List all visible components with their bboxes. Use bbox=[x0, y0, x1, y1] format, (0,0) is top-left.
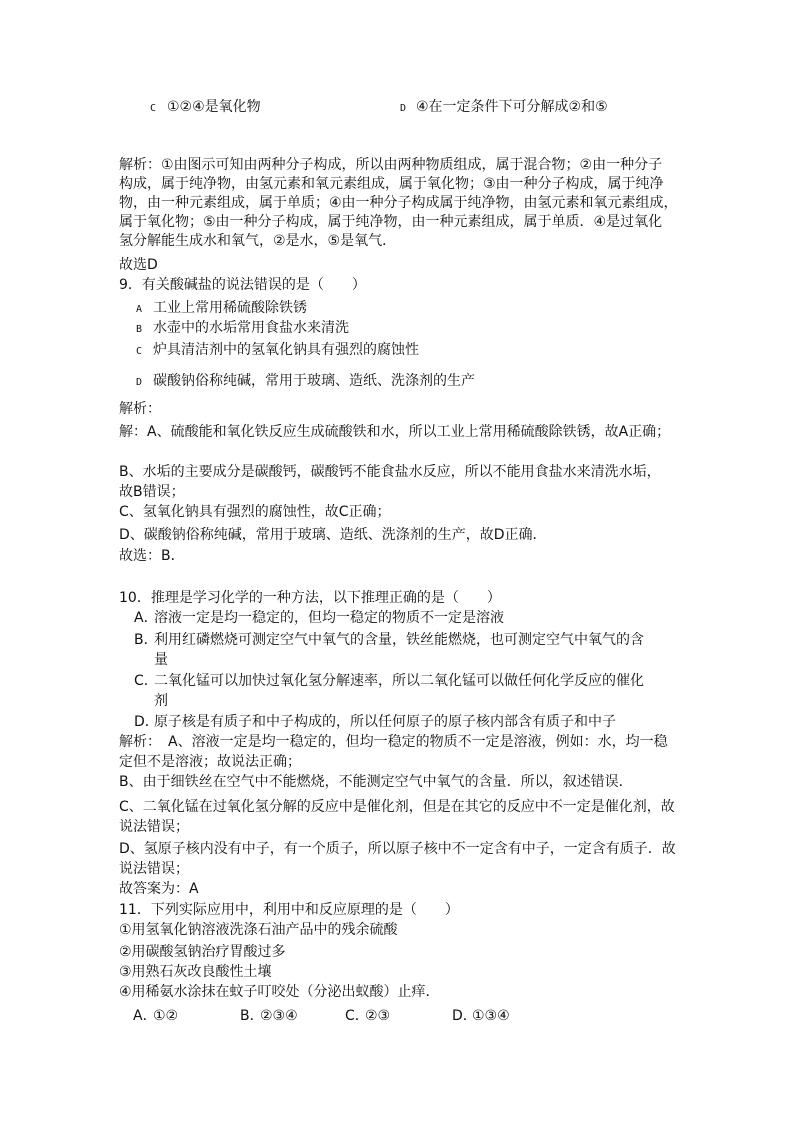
analysis-line: C、氢氧化钠具有强烈的腐蚀性，故C正确； bbox=[119, 504, 391, 520]
analysis-line: B、水垢的主要成分是碳酸钙，碳酸钙不能食盐水反应，所以不能用食盐水来清洗水垢， bbox=[119, 464, 661, 480]
list-item: ①用氢氧化钠溶液洗涤石油产品中的残余硫酸 bbox=[119, 922, 398, 938]
analysis-line: 故B错误； bbox=[119, 484, 185, 500]
option-text: 炉具清洁剂中的氢氧化钠具有强烈的腐蚀性 bbox=[153, 342, 419, 358]
analysis-line: B、由于细铁丝在空气中不能燃烧，不能测定空气中氧气的含量．所以，叙述错误． bbox=[119, 774, 633, 790]
question-10: 10．推理是学习化学的一种方法，以下推理正确的是（ ） bbox=[119, 590, 501, 606]
analysis-line: 解：A、硫酸能和氧化铁反应生成硫酸铁和水，所以工业上常用稀硫酸除铁锈，故A正确； bbox=[119, 424, 671, 440]
option-label-d: D bbox=[400, 103, 407, 114]
option-label: B． bbox=[240, 1008, 264, 1024]
analysis-line: D、碳酸钠俗称纯碱，常用于玻璃、造纸、洗涤剂的生产，故D正确． bbox=[119, 527, 547, 543]
option-text: 原子核是有质子和中子构成的，所以任何原子的原子核内部含有质子和中子 bbox=[154, 714, 616, 730]
option-label: A． bbox=[133, 1008, 157, 1024]
option-label: A． bbox=[134, 610, 158, 626]
list-item: ②用碳酸氢钠治疗胃酸过多 bbox=[119, 944, 286, 960]
analysis-line: 构成，属于纯净物，由氢元素和氧元素组成，属于氧化物；③由一种分子构成，属于纯净 bbox=[119, 176, 664, 192]
analysis-line: 属于氧化物；⑤由一种分子构成，属于纯净物，由一种元素组成，属于单质．④是过氧化 bbox=[119, 214, 663, 230]
analysis-line: C、二氧化锰在过氧化氢分解的反应中是催化剂，但是在其它的反应中不一定是催化剂，故 bbox=[119, 799, 675, 815]
option-text: 碳酸钠俗称纯碱，常用于玻璃、造纸、洗涤剂的生产 bbox=[153, 373, 475, 389]
analysis-line: 解析：①由图示可知由两种分子构成，所以由两种物质组成，属于混合物；②由一种分子 bbox=[119, 157, 663, 173]
option-label: A bbox=[136, 304, 143, 315]
option-label: C． bbox=[134, 673, 158, 689]
option-text: ①② bbox=[153, 1008, 179, 1024]
option-text-c: ①②④是氧化物 bbox=[167, 99, 261, 115]
option-label: B bbox=[136, 324, 143, 335]
question-9: 9．有关酸碱盐的说法错误的是（ ） bbox=[119, 277, 366, 293]
option-text: 二氧化锰可以加快过氧化氢分解速率，所以二氧化锰可以做任何化学反应的催化 bbox=[154, 673, 644, 689]
analysis-line: D、氢原子核内没有中子，有一个质子，所以原子核中不一定含有中子，一定含有质子．故 bbox=[119, 841, 676, 857]
option-label: D． bbox=[452, 1008, 477, 1024]
answer: 故选：B． bbox=[119, 548, 185, 564]
analysis-line: 物，由一种元素组成，属于单质；④由一种分子构成属于纯净物，由氢元素和氧元素组成， bbox=[119, 195, 678, 211]
analysis-line: 解析： A、溶液一定是均一稳定的，但均一稳定的物质不一定是溶液，例如：水，均一稳 bbox=[119, 734, 668, 750]
analysis-line: 说法错误； bbox=[119, 861, 189, 877]
option-label: C bbox=[136, 346, 143, 357]
analysis-line: 氢分解能生成水和氧气，②是水，⑤是氧气． bbox=[119, 233, 397, 249]
analysis-line: 说法错误； bbox=[119, 819, 189, 835]
option-text-d: ④在一定条件下可分解成②和⑤ bbox=[416, 99, 608, 115]
analysis-line: 定但不是溶液；故说法正确； bbox=[119, 754, 301, 770]
option-text: ②③ bbox=[365, 1008, 391, 1024]
answer: 故答案为：A bbox=[119, 881, 199, 897]
analysis-heading: 解析： bbox=[119, 401, 161, 417]
option-text: ②③④ bbox=[260, 1008, 298, 1024]
option-text-cont: 剂 bbox=[154, 693, 168, 709]
option-label-c: C bbox=[150, 103, 157, 114]
option-text: 利用红磷燃烧可测定空气中氧气的含量，铁丝能燃烧，也可测定空气中氧气的含 bbox=[154, 632, 644, 648]
option-text: 水壶中的水垢常用食盐水来清洗 bbox=[153, 320, 349, 336]
option-label: C． bbox=[345, 1008, 369, 1024]
list-item: ③用熟石灰改良酸性土壤 bbox=[119, 964, 272, 980]
option-label: B． bbox=[134, 632, 158, 648]
option-text: 溶液一定是均一稳定的，但均一稳定的物质不一定是溶液 bbox=[154, 610, 504, 626]
list-item: ④用稀氨水涂抹在蚊子叮咬处（分泌出蚁酸）止痒． bbox=[119, 984, 440, 1000]
option-label: D bbox=[136, 377, 143, 388]
question-11: 11．下列实际应用中，利用中和反应原理的是（ ） bbox=[119, 902, 459, 918]
answer: 故选D bbox=[119, 257, 158, 273]
option-text-cont: 量 bbox=[154, 652, 168, 668]
option-label: D． bbox=[134, 714, 159, 730]
option-text: ①③④ bbox=[472, 1008, 510, 1024]
option-text: 工业上常用稀硫酸除铁锈 bbox=[153, 300, 307, 316]
